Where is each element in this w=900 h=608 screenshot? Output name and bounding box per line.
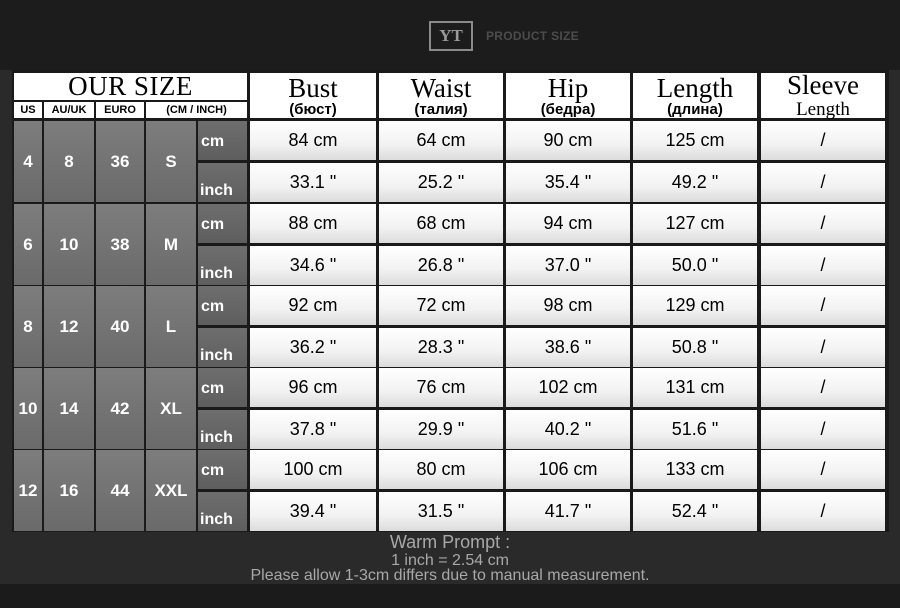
column-header-label: Length xyxy=(656,72,734,103)
bust-inch-value: 39.4 " xyxy=(250,492,376,531)
size-auuk-cell: 16 xyxy=(44,450,94,531)
length-inch-value: 52.4 " xyxy=(633,492,757,531)
unit-label-cm: cm xyxy=(198,286,247,325)
waist-cm-value: 76 cm xyxy=(379,368,503,407)
size-us-cell: 8 xyxy=(14,286,42,367)
column-header-label: Hip xyxy=(547,72,589,103)
waist-cm-value: 80 cm xyxy=(379,450,503,489)
hip-inch-value: 37.0 " xyxy=(506,246,630,285)
subheader-1: AU/UK xyxy=(44,102,94,118)
size-euro-cell: 40 xyxy=(96,286,144,367)
bust-cm-value: 84 cm xyxy=(250,121,376,160)
brand-logo: YT xyxy=(429,21,473,51)
column-header-length xyxy=(633,73,757,118)
hip-inch-value: 41.7 " xyxy=(506,492,630,531)
size-euro-cell: 42 xyxy=(96,368,144,449)
size-auuk-cell: 14 xyxy=(44,368,94,449)
column-header-hip xyxy=(506,73,630,118)
unit-label-inch: inch xyxy=(198,410,247,449)
waist-inch-value: 26.8 " xyxy=(379,246,503,285)
length-cm-value: 129 cm xyxy=(633,286,757,325)
warm-prompt-title: Warm Prompt : xyxy=(389,532,511,552)
hip-cm-value: 94 cm xyxy=(506,204,630,243)
waist-inch-value: 31.5 " xyxy=(379,492,503,531)
size-us-cell: 10 xyxy=(14,368,42,449)
size-auuk-cell: 10 xyxy=(44,204,94,285)
size-us-cell: 6 xyxy=(14,204,42,285)
sleeve-inch-value: / xyxy=(761,328,885,367)
size-euro-cell: 36 xyxy=(96,121,144,202)
waist-inch-value: 29.9 " xyxy=(379,410,503,449)
hip-cm-value: 106 cm xyxy=(506,450,630,489)
length-inch-value: 49.2 " xyxy=(633,163,757,202)
subheader-0: US xyxy=(14,102,42,118)
column-header-ru: (бюст) xyxy=(289,100,337,118)
length-inch-value: 50.0 " xyxy=(633,246,757,285)
length-inch-value: 51.6 " xyxy=(633,410,757,449)
unit-label-cm: cm xyxy=(198,204,247,243)
size-euro-cell: 44 xyxy=(96,450,144,531)
our-size-title: OUR SIZE xyxy=(14,73,247,100)
bust-inch-value: 34.6 " xyxy=(250,246,376,285)
hip-inch-value: 38.6 " xyxy=(506,328,630,367)
brand-tagline: PRODUCT SIZE xyxy=(486,29,579,43)
column-header-ru: (длина) xyxy=(667,100,723,118)
unit-label-cm: cm xyxy=(198,368,247,407)
sleeve-cm-value: / xyxy=(761,450,885,489)
column-header-waist xyxy=(379,73,503,118)
unit-label-cm: cm xyxy=(198,450,247,489)
size-size-cell: XL xyxy=(146,368,196,449)
unit-label-inch: inch xyxy=(198,492,247,531)
sleeve-inch-value: / xyxy=(761,410,885,449)
size-size-cell: M xyxy=(146,204,196,285)
size-size-cell: L xyxy=(146,286,196,367)
size-auuk-cell: 12 xyxy=(44,286,94,367)
sleeve-inch-value: / xyxy=(761,492,885,531)
bust-inch-value: 37.8 " xyxy=(250,410,376,449)
waist-cm-value: 68 cm xyxy=(379,204,503,243)
size-us-cell: 4 xyxy=(14,121,42,202)
hip-cm-value: 90 cm xyxy=(506,121,630,160)
bust-cm-value: 100 cm xyxy=(250,450,376,489)
bust-inch-value: 33.1 " xyxy=(250,163,376,202)
hip-cm-value: 98 cm xyxy=(506,286,630,325)
sleeve-inch-value: / xyxy=(761,246,885,285)
column-header-sub: Length xyxy=(796,99,850,120)
hip-inch-value: 35.4 " xyxy=(506,163,630,202)
sleeve-cm-value: / xyxy=(761,286,885,325)
bust-cm-value: 92 cm xyxy=(250,286,376,325)
bust-cm-value: 96 cm xyxy=(250,368,376,407)
size-size-cell: S xyxy=(146,121,196,202)
size-auuk-cell: 8 xyxy=(44,121,94,202)
length-cm-value: 131 cm xyxy=(633,368,757,407)
subheader-3: (CM / INCH) xyxy=(146,102,247,118)
waist-inch-value: 28.3 " xyxy=(379,328,503,367)
hip-cm-value: 102 cm xyxy=(506,368,630,407)
measurement-note: Please allow 1-3cm differs due to manual measurement. xyxy=(250,567,650,584)
hip-inch-value: 40.2 " xyxy=(506,410,630,449)
waist-cm-value: 64 cm xyxy=(379,121,503,160)
column-header-label: Sleeve xyxy=(787,70,859,100)
unit-label-inch: inch xyxy=(198,246,247,285)
size-chart-table xyxy=(12,70,889,532)
column-header-ru: (бедра) xyxy=(540,100,596,118)
column-header-ru: (талия) xyxy=(414,100,468,118)
length-cm-value: 125 cm xyxy=(633,121,757,160)
length-cm-value: 127 cm xyxy=(633,204,757,243)
sleeve-inch-value: / xyxy=(761,163,885,202)
unit-label-inch: inch xyxy=(198,163,247,202)
unit-label-inch: inch xyxy=(198,328,247,367)
subheader-2: EURO xyxy=(96,102,144,118)
size-euro-cell: 38 xyxy=(96,204,144,285)
waist-cm-value: 72 cm xyxy=(379,286,503,325)
column-header-sleeve xyxy=(761,70,885,120)
column-header-label: Waist xyxy=(410,72,472,103)
bust-inch-value: 36.2 " xyxy=(250,328,376,367)
unit-label-cm: cm xyxy=(198,121,247,160)
sleeve-cm-value: / xyxy=(761,368,885,407)
sleeve-cm-value: / xyxy=(761,121,885,160)
length-inch-value: 50.8 " xyxy=(633,328,757,367)
column-header-bust xyxy=(250,73,376,118)
size-us-cell: 12 xyxy=(14,450,42,531)
sleeve-cm-value: / xyxy=(761,204,885,243)
bottom-bar xyxy=(0,584,900,608)
conversion-note: 1 inch = 2.54 cm xyxy=(391,552,509,569)
column-header-label: Bust xyxy=(288,72,338,103)
size-size-cell: XXL xyxy=(146,450,196,531)
waist-inch-value: 25.2 " xyxy=(379,163,503,202)
bust-cm-value: 88 cm xyxy=(250,204,376,243)
length-cm-value: 133 cm xyxy=(633,450,757,489)
